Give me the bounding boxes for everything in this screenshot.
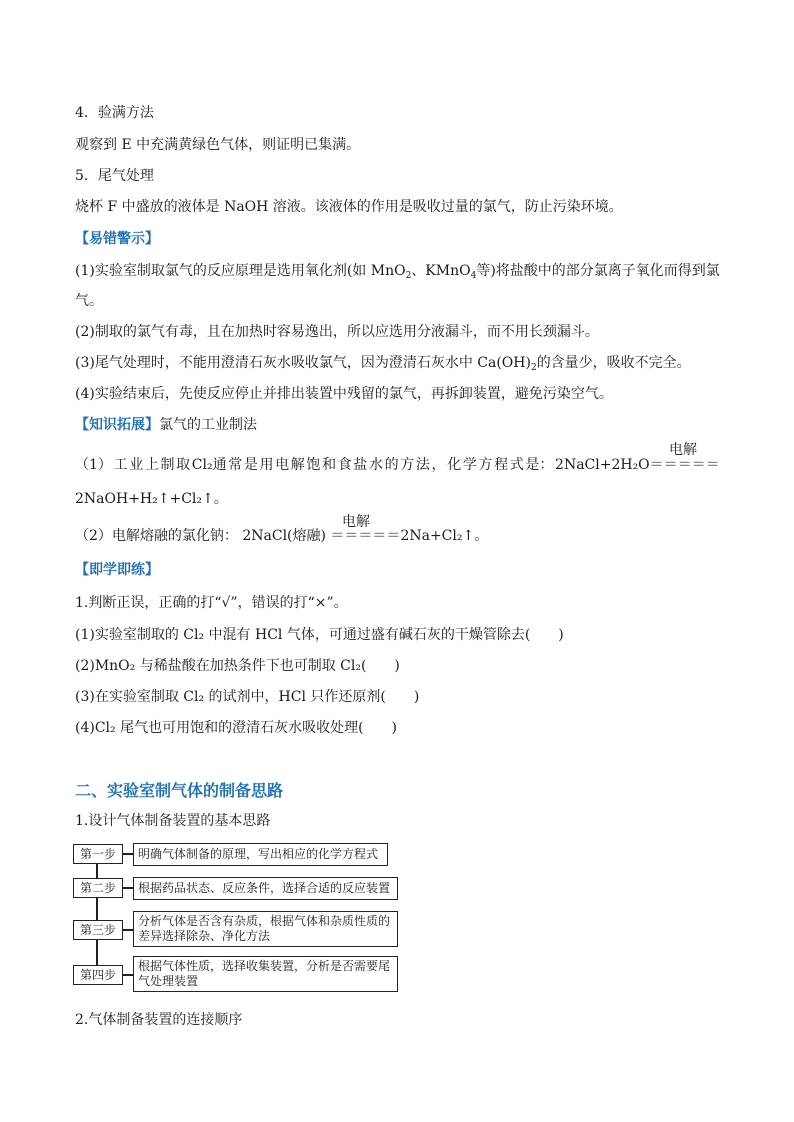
extension-tag: 【知识拓展】 xyxy=(75,417,159,433)
section-2-title: 二、实验室制气体的制备思路 xyxy=(75,781,284,800)
extension-item-1-word: 的 xyxy=(384,457,399,473)
step-3-link xyxy=(123,929,133,931)
extension-item-1-word: 饱 xyxy=(306,457,321,473)
extension-item-1-word: 水 xyxy=(368,457,383,473)
extension-title: 氯气的工业制法 xyxy=(159,417,257,433)
electrolysis-label-1: 电解 xyxy=(669,442,697,458)
step-2-desc: 根据药品状态、反应条件，选择合适的反应装置 xyxy=(133,877,398,900)
extension-item-1-word: 方 xyxy=(400,457,415,473)
practice-item-3: (3)在实验室制取 Cl₂ 的试剂中，HCl 只作还原剂( ) xyxy=(75,689,420,705)
step-4-label: 第四步 xyxy=(73,965,123,985)
section-4-title: 4．验满方法 xyxy=(75,105,154,121)
step-4-link xyxy=(123,974,133,976)
extension-item-1-word: 2NaCl+2H₂O＝＝＝＝＝ xyxy=(555,457,720,473)
extension-item-1-word: 化 xyxy=(447,457,462,473)
extension-item-1-word: 电 xyxy=(275,457,290,473)
practice-tag: 【即学即练】 xyxy=(75,562,159,578)
step-2-link xyxy=(123,887,133,889)
section-5-title: 5．尾气处理 xyxy=(75,168,154,184)
extension-item-1-word: 取 xyxy=(176,457,191,473)
step-3-label: 第三步 xyxy=(73,920,123,940)
step-2-label: 第二步 xyxy=(73,878,123,898)
extension-item-2: （2）电解熔融的氯化钠： 2NaCl(熔融) ＝＝＝＝＝2Na+Cl₂↑。 电解 xyxy=(75,514,489,544)
extension-item-1-cont: 2NaOH+H₂↑+Cl₂↑。 xyxy=(75,491,228,507)
step-1-desc: 明确气体制备的原理，写出相应的化学方程式 xyxy=(133,843,388,866)
extension-item-1-words xyxy=(75,456,720,474)
practice-intro: 1.判断正误，正确的打“√”，错误的打“×”。 xyxy=(75,595,348,611)
warning-item-4: (4)实验结束后，先使反应停止并排出装置中残留的氯气，再拆卸装置，避免污染空气。 xyxy=(75,386,613,402)
extension-item-1-word: 和 xyxy=(322,457,337,473)
extension-item-1-word: （1） xyxy=(75,457,112,473)
extension-item-1-word: 解 xyxy=(290,457,305,473)
extension-item-1-word: 方 xyxy=(478,457,493,473)
warning-item-2: (2)制取的氯气有毒，且在加热时容易逸出，所以应选用分液漏斗，而不用长颈漏斗。 xyxy=(75,324,599,340)
extension-item-1-word: 业 xyxy=(129,457,144,473)
extension-item-1-word: Cl₂通 xyxy=(191,457,227,473)
practice-item-2: (2)MnO₂ 与稀盐酸在加热条件下也可制取 Cl₂( ) xyxy=(75,658,400,674)
extension-item-1-word: 是 xyxy=(243,457,258,473)
extension-item-1-word: 程 xyxy=(494,457,509,473)
warning-tag: 【易错警示】 xyxy=(75,231,159,247)
extension-item-1-word: 法 xyxy=(415,457,430,473)
section-4-body: 观察到 E 中充满黄绿色气体，则证明已集满。 xyxy=(75,137,361,153)
extension-item-1-word: 食 xyxy=(337,457,352,473)
step-3-desc: 分析气体是否含有杂质，根据气体和杂质性质的差异选择除杂、净化方法 xyxy=(133,911,398,947)
warning-item-3: (3)尾气处理时，不能用澄清石灰水吸收氯气，因为澄清石灰水中 $Ca(OH)_2$的含量少，吸收不完全。 xyxy=(75,355,691,373)
extension-item-1-word: 式 xyxy=(509,457,524,473)
section-5-body: 烧杯 F 中盛放的液体是 NaOH 溶液。该液体的作用是吸收过量的氯气，防止污染环境。 xyxy=(75,199,623,215)
extension-item-1-word: 用 xyxy=(259,457,274,473)
practice-item-4: (4)Cl₂ 尾气也可用饱和的澄清石灰水吸收处理( ) xyxy=(75,720,398,736)
extension-item-1-word: 常 xyxy=(228,457,243,473)
order-title: 2.气体制备装置的连接顺序 xyxy=(75,1012,243,1028)
extension-item-1-word: 制 xyxy=(160,457,175,473)
extension-item-1 xyxy=(75,442,720,474)
extension-heading xyxy=(75,416,257,434)
extension-item-1-word: 学 xyxy=(462,457,477,473)
warning-item-1-cont: 气。 xyxy=(75,293,103,309)
extension-item-1-word: 盐 xyxy=(353,457,368,473)
extension-item-1-word: 上 xyxy=(144,457,159,473)
extension-item-1-word: 工 xyxy=(113,457,128,473)
electrolysis-label-2: 电解 xyxy=(342,514,370,530)
extension-item-1-word: 是： xyxy=(525,457,554,473)
warning-item-1: (1)实验室制取氯气的反应原理是选用氧化剂(如 MnO$_2$、KMnO$_4$等)将盐酸中的部分氯离子氧化而得到氯 xyxy=(75,263,720,281)
step-1-link xyxy=(123,853,133,855)
extension-item-1-word: ， xyxy=(431,457,446,473)
design-title: 1.设计气体制备装置的基本思路 xyxy=(75,813,271,829)
step-4-desc: 根据气体性质，选择收集装置，分析是否需要尾气处理装置 xyxy=(133,956,398,992)
step-1-label: 第一步 xyxy=(73,844,123,864)
practice-item-1: (1)实验室制取的 Cl₂ 中混有 HCl 气体，可通过盛有碱石灰的干燥管除去( ) xyxy=(75,627,564,643)
